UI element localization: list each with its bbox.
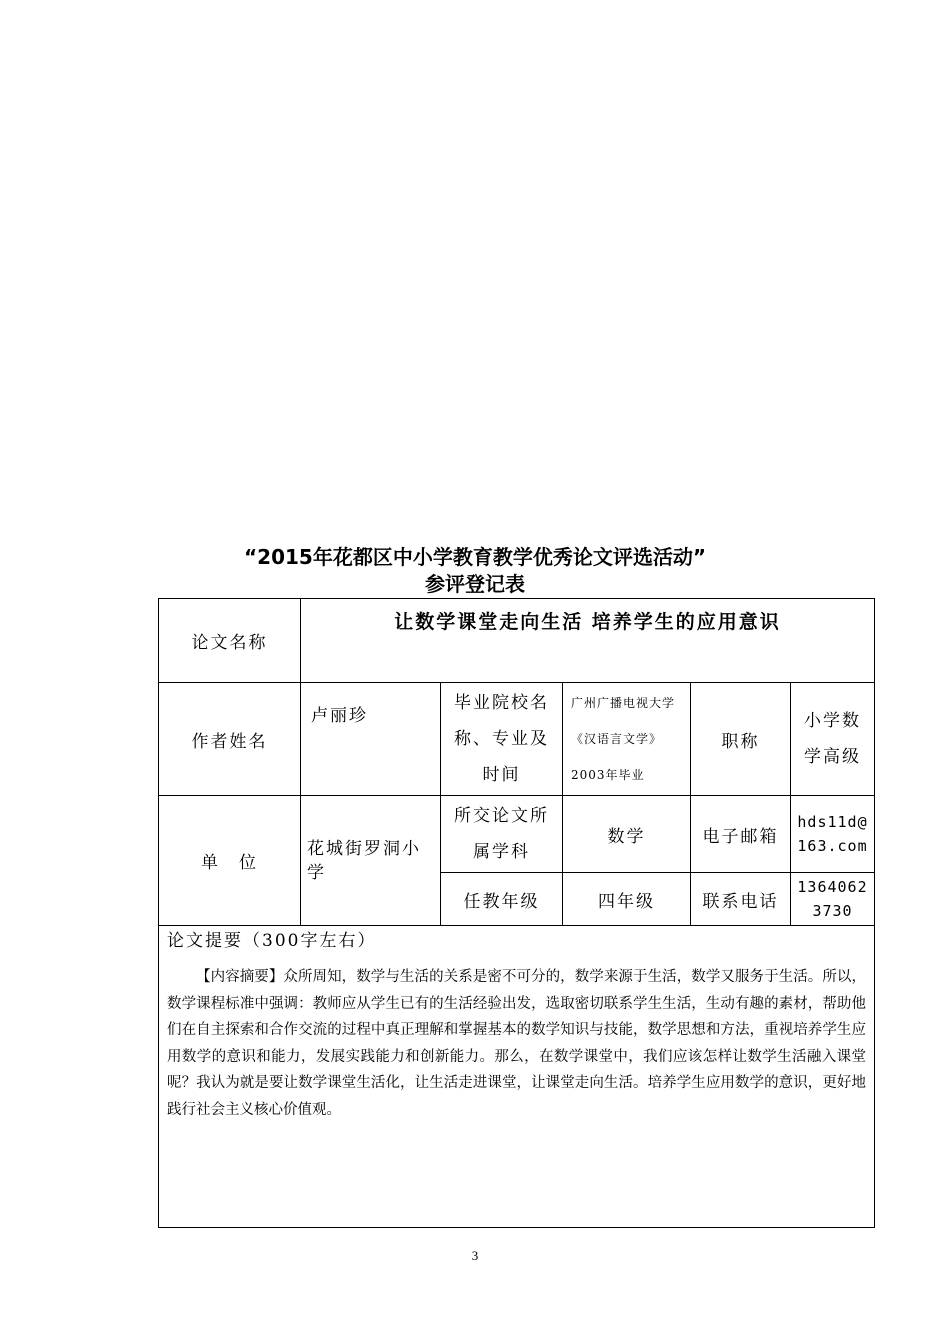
job-title-value: 小学数学高级 [791, 683, 875, 796]
abstract-text: 【内容摘要】众所周知，数学与生活的关系是密不可分的，数学来源于生活，数学又服务于生活。所以，数学课程标准中强调：教师应从学生已有的生活经验出发，选取密切联系学生生活，生动有趣的素材，帮助他们在自主探索和合作交流的过程中真正理解和掌握基本的数学知识与技能，数学思想和方法，重视培养学生应用数学的意识和能力，发展实践能力和创新能力。那么，在数学课堂中，我们应该怎样让数学生活融入课堂呢？我认为就是要让数学课堂生活化，让生活走进课堂，让课堂走向生活。培养学生应用数学的意识，更好地践行社会主义核心价值观。 [167, 969, 866, 1118]
author-name-label: 作者姓名 [159, 683, 301, 796]
email-value: hds11d@163.com [791, 796, 875, 873]
grade-value: 四年级 [563, 873, 691, 926]
thesis-name-value: 让数学课堂走向生活 培养学生的应用意识 [301, 599, 875, 683]
author-name-value: 卢丽珍 [301, 683, 441, 796]
document-subtitle: 参评登记表 [425, 572, 525, 596]
subject-value: 数学 [563, 796, 691, 873]
job-title-label: 职称 [691, 683, 791, 796]
page-number: 3 [471, 1248, 479, 1263]
graduation-info-value: 广州广播电视大学《汉语言文学》2003年毕业 [563, 683, 691, 796]
unit-label: 单 位 [159, 796, 301, 926]
abstract-section [159, 926, 875, 1228]
graduation-info-label: 毕业院校名称、专业及时间 [441, 683, 563, 796]
unit-value: 花城街罗洞小学 [301, 796, 441, 926]
document-title: “2015年花都区中小学教育教学优秀论文评选活动” [244, 545, 706, 569]
grade-label: 任教年级 [441, 873, 563, 926]
abstract-label: 论文提要（300字左右） [167, 931, 377, 951]
phone-label: 联系电话 [691, 873, 791, 926]
registration-form-table [158, 598, 875, 1228]
subject-label: 所交论文所属学科 [441, 796, 563, 873]
thesis-name-label: 论文名称 [159, 599, 301, 683]
email-label: 电子邮箱 [691, 796, 791, 873]
phone-value: 13640623730 [791, 873, 875, 926]
